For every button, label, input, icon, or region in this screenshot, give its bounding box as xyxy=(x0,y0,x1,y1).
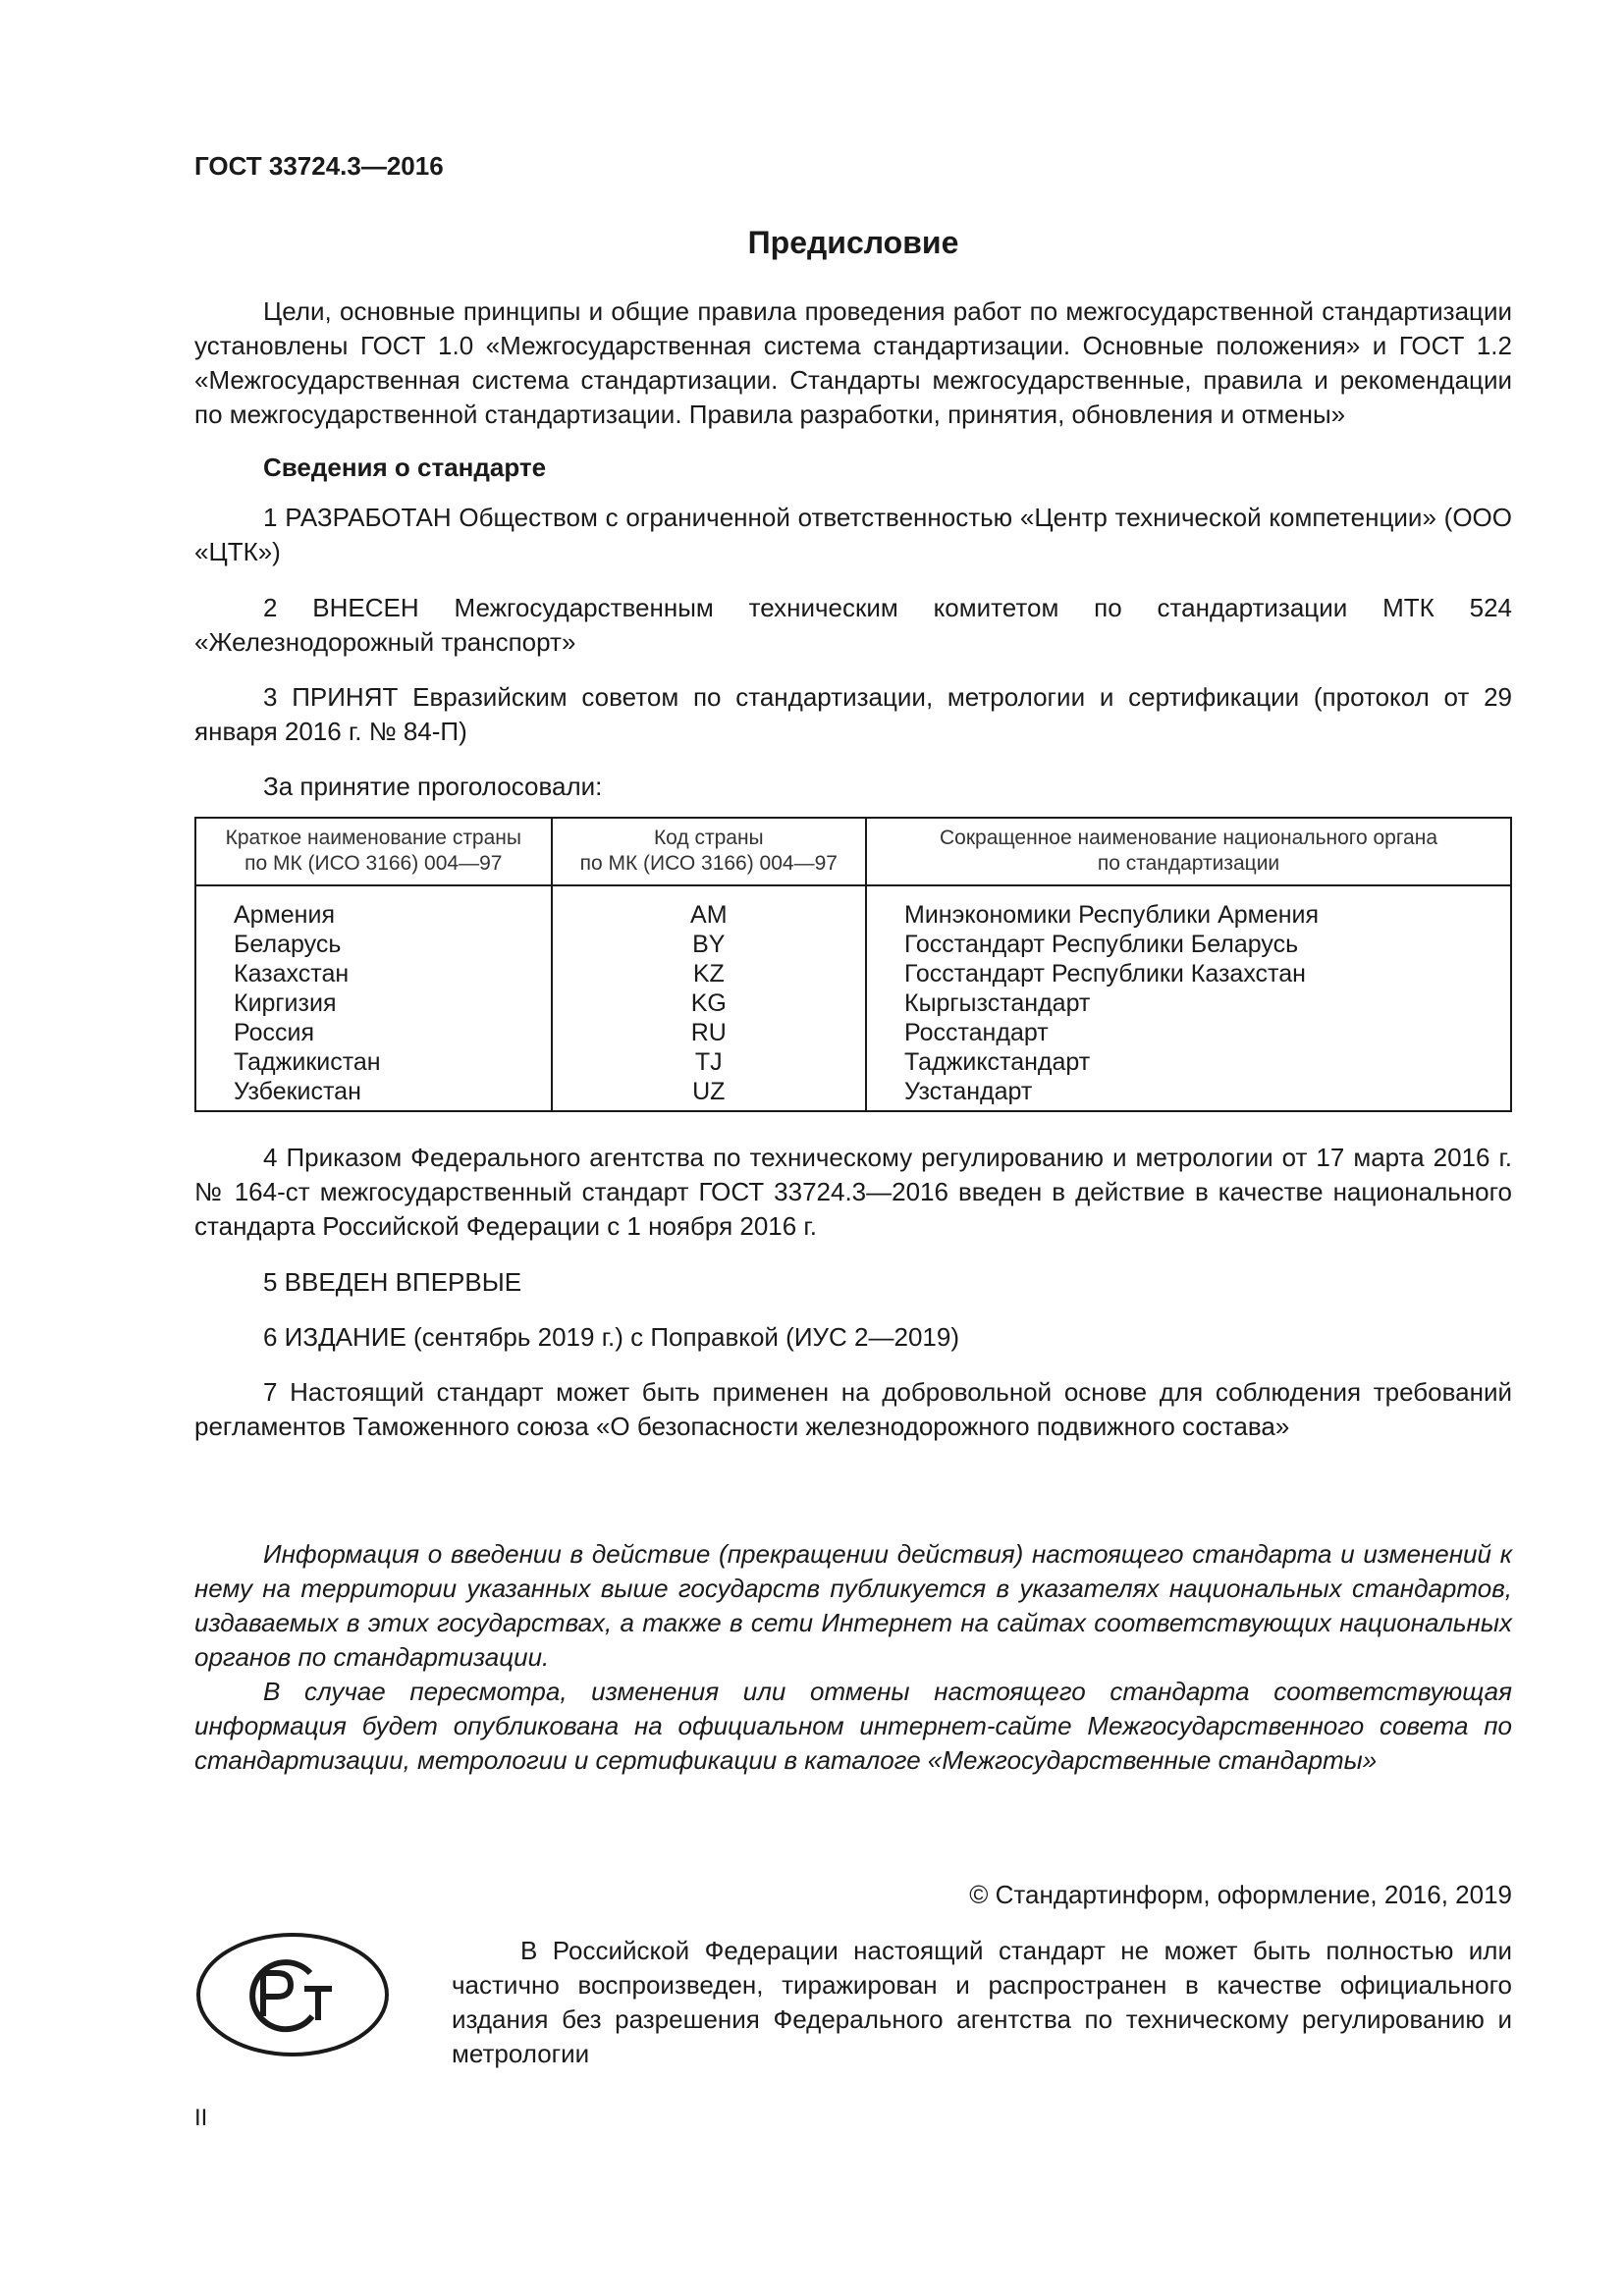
vote-intro: За принятие проголосовали: xyxy=(263,772,603,801)
notice-paragraph-1: Информация о введении в действие (прекращении действия) настоящего стандарта и изменений к нему на территории указанных выше государств публикуется в указателях национальных стандартов, издаваемых в этих государствах, а также в сети Интернет на сайтах соответствующих национальных органов по стандартизации. xyxy=(194,1539,1512,1672)
page-title: Предисловие xyxy=(747,225,959,260)
section-heading: Сведения о стандарте xyxy=(263,453,547,482)
body-cell: Росстандарт xyxy=(866,1018,1511,1047)
item-3-adopted: 3 ПРИНЯТ Евразийским советом по стандартизации, метрологии и сертификации (протокол от 29 января 2016 г. № 84-П) xyxy=(194,682,1512,746)
country-cell: Таджикистан xyxy=(234,1048,381,1076)
country-cell: Армения xyxy=(234,901,335,929)
code-cell: RU xyxy=(552,1018,866,1047)
header-country xyxy=(195,818,552,885)
table-row xyxy=(195,1077,1511,1111)
body-cell: Минэкономики Республики Армения xyxy=(866,885,1511,930)
code-cell: KZ xyxy=(552,959,866,988)
item-7-applicability: 7 Настоящий стандарт может быть применен на добровольной основе для соблюдения требований регламентов Таможенного союза «О безопасности железнодорожного подвижного состава» xyxy=(194,1377,1512,1441)
body-cell: Госстандарт Республики Беларусь xyxy=(866,930,1511,959)
body-cell: Госстандарт Республики Казахстан xyxy=(866,959,1511,988)
header-body-line1: Сокращенное наименование национального органа xyxy=(939,827,1438,849)
header-body-line2: по стандартизации xyxy=(1097,852,1280,875)
code-cell: TJ xyxy=(552,1047,866,1077)
copyright: © Стандартинформ, оформление, 2016, 2019 xyxy=(969,1880,1512,1909)
header-country-line1: Краткое наименование страны xyxy=(225,827,521,849)
item-6-edition: 6 ИЗДАНИЕ (сентябрь 2019 г.) с Поправкой (ИУС 2—2019) xyxy=(263,1322,959,1352)
country-cell: Казахстан xyxy=(234,960,350,988)
table-row xyxy=(195,988,1511,1018)
header-code-line1: Код страны xyxy=(653,827,764,849)
item-1-developed: 1 РАЗРАБОТАН Обществом с ограниченной ответственностью «Центр технической компетенции» (ООО «ЦТК») xyxy=(194,503,1512,566)
code-cell: BY xyxy=(552,930,866,959)
header-code-line2: по МК (ИСО 3166) 004—97 xyxy=(579,852,838,875)
body-cell: Кыргызстандарт xyxy=(866,988,1511,1018)
notice-paragraph-2: В случае пересмотра, изменения или отмены настоящего стандарта соответствующая информация будет опубликована на официальном интернет-сайте Межгосударственного совета по стандартизации, метрологии и сертификации в каталоге «Межгосударственные стандарты» xyxy=(194,1677,1512,1775)
code-cell: AM xyxy=(552,885,866,930)
country-cell: Узбекистан xyxy=(234,1078,361,1105)
rst-conformity-mark-icon xyxy=(194,1930,391,2059)
vote-table-header xyxy=(195,818,1511,885)
header-country-line2: по МК (ИСО 3166) 004—97 xyxy=(244,852,503,875)
header-code xyxy=(552,818,866,885)
item-5-introduced: 5 ВВЕДЕН ВПЕРВЫЕ xyxy=(263,1267,522,1297)
country-cell: Беларусь xyxy=(234,931,342,958)
header-body xyxy=(866,818,1511,885)
table-row xyxy=(195,959,1511,988)
table-row xyxy=(195,1047,1511,1077)
item-2-submitted: 2 ВНЕСЕН Межгосударственным техническим комитетом по стандартизации МТК 524 «Железнодорожный транспорт» xyxy=(194,593,1512,657)
country-cell: Россия xyxy=(234,1019,314,1046)
page-number: II xyxy=(194,2105,208,2131)
vote-table xyxy=(194,817,1512,1112)
table-row xyxy=(195,930,1511,959)
table-row xyxy=(195,885,1511,930)
document-code: ГОСТ 33724.3—2016 xyxy=(194,151,444,181)
code-cell: UZ xyxy=(552,1077,866,1111)
intro-paragraph: Цели, основные принципы и общие правила проведения работ по межгосударственной стандартизации установлены ГОСТ 1.0 «Межгосударственная система стандартизации. Основные положения» и ГОСТ 1.2 «Межгосударственная система стандартизации. Стандарты межгосударственные, правила и рекомендации по межгосударственной стандартизации. Правила разработки, принятия, обновления и отмены» xyxy=(194,296,1512,429)
item-4-enacted: 4 Приказом Федерального агентства по техническому регулированию и метрологии от 17 марта 2016 г. № 164-ст межгосударственный стандарт ГОСТ 33724.3—2016 введен в действие в качестве национального стандарта Российской Федерации с 1 ноября 2016 г. xyxy=(194,1143,1512,1241)
country-cell: Киргизия xyxy=(234,989,337,1017)
table-row xyxy=(195,1018,1511,1047)
code-cell: KG xyxy=(552,988,866,1018)
body-cell: Таджикстандарт xyxy=(866,1047,1511,1077)
body-cell: Узстандарт xyxy=(866,1077,1511,1111)
rights-notice: В Российской Федерации настоящий стандарт не может быть полностью или частично воспроизведен, тиражирован и распространен в качестве официального издания без разрешения Федерального агентства по техническому регулированию и метрологии xyxy=(452,1936,1512,2068)
